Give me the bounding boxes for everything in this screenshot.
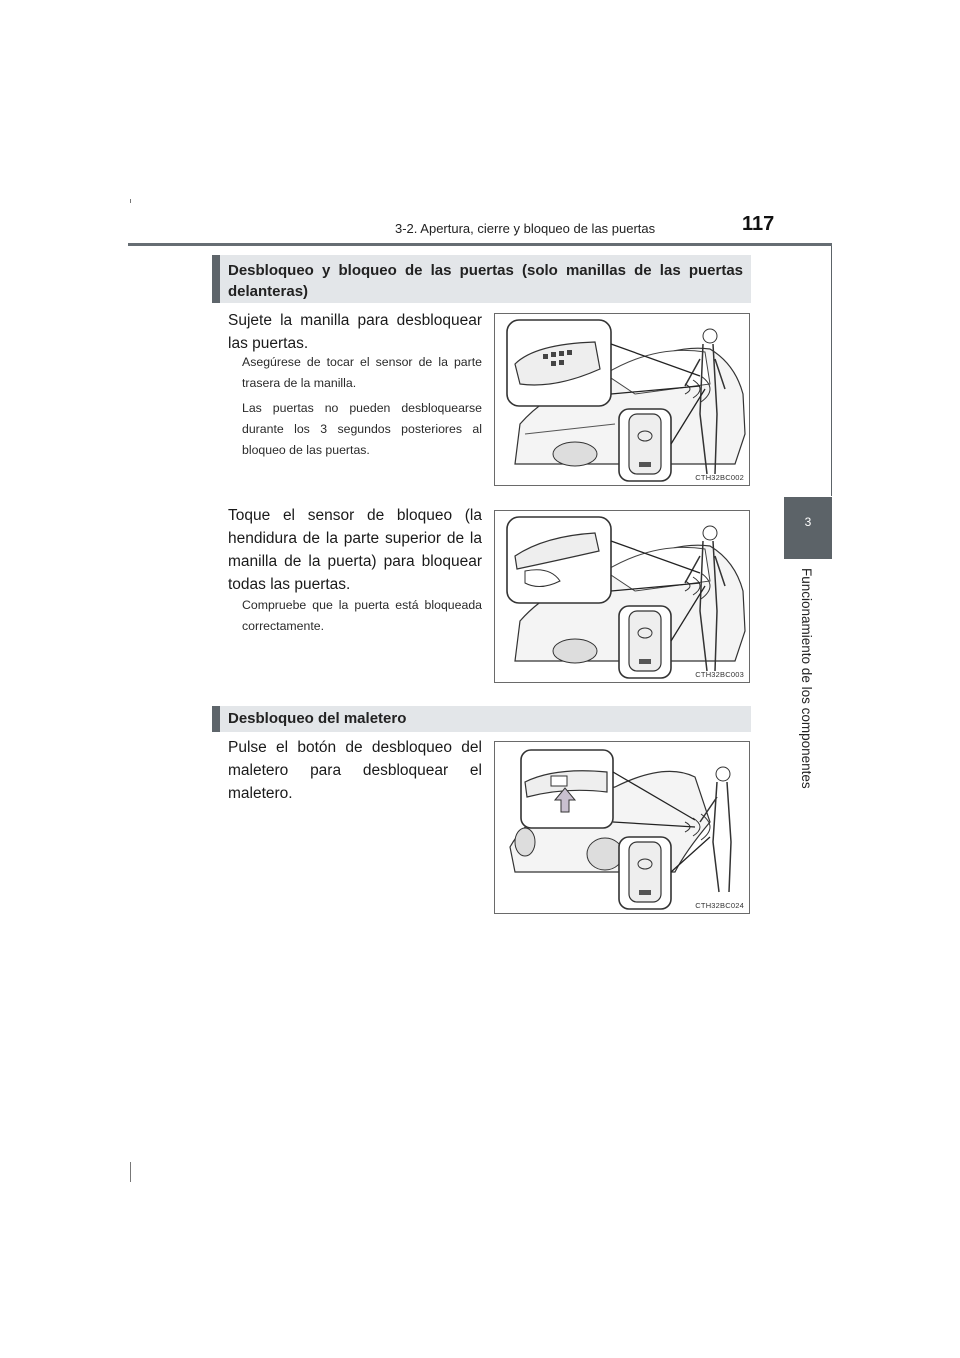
running-header: 3-2. Apertura, cierre y bloqueo de las puertas xyxy=(395,221,656,236)
figure-code: CTH32BC024 xyxy=(695,901,744,910)
page-number: 117 xyxy=(742,213,775,235)
section-heading xyxy=(212,706,751,732)
illustration-trunk-unlock xyxy=(494,741,750,914)
illustration-handle-unlock xyxy=(494,313,750,486)
instruction-text: Pulse el botón de desbloqueo del maletero para desbloquear el maletero. xyxy=(228,739,482,802)
section-heading-text: Desbloqueo y bloqueo de las puertas (solo manillas de las puertas delanteras) xyxy=(228,262,743,300)
header-rule xyxy=(128,243,832,246)
note-text: Asegúrese de tocar el sensor de la parte trasera de la manilla. xyxy=(242,355,482,390)
chapter-number: 3 xyxy=(804,515,812,529)
side-rule xyxy=(831,246,832,496)
illustration-handle-lock xyxy=(494,510,750,683)
car-trunk-drawing xyxy=(495,742,750,914)
note-text: Compruebe que la puerta está bloqueada correctamente. xyxy=(242,598,482,633)
section-heading xyxy=(212,255,751,303)
car-door-handle-drawing xyxy=(495,314,750,486)
figure-code: CTH32BC002 xyxy=(695,473,744,482)
instruction-text: Toque el sensor de bloqueo (la hendidura de la parte superior de la manilla de la puerta) para bloquear todas las puertas. xyxy=(228,507,482,593)
car-door-lock-drawing xyxy=(495,511,750,683)
figure-code: CTH32BC003 xyxy=(695,670,744,679)
note-text: Las puertas no pueden desbloquearse durante los 3 segundos posteriores al bloqueo de las puertas. xyxy=(242,401,482,457)
section-heading-text: Desbloqueo del maletero xyxy=(228,710,407,727)
chapter-label: Funcionamiento de los componentes xyxy=(799,568,814,789)
instruction-text: Sujete la manilla para desbloquear las puertas. xyxy=(228,312,482,352)
crop-mark xyxy=(130,199,131,203)
crop-mark xyxy=(130,1162,131,1182)
chapter-tab xyxy=(784,497,832,559)
